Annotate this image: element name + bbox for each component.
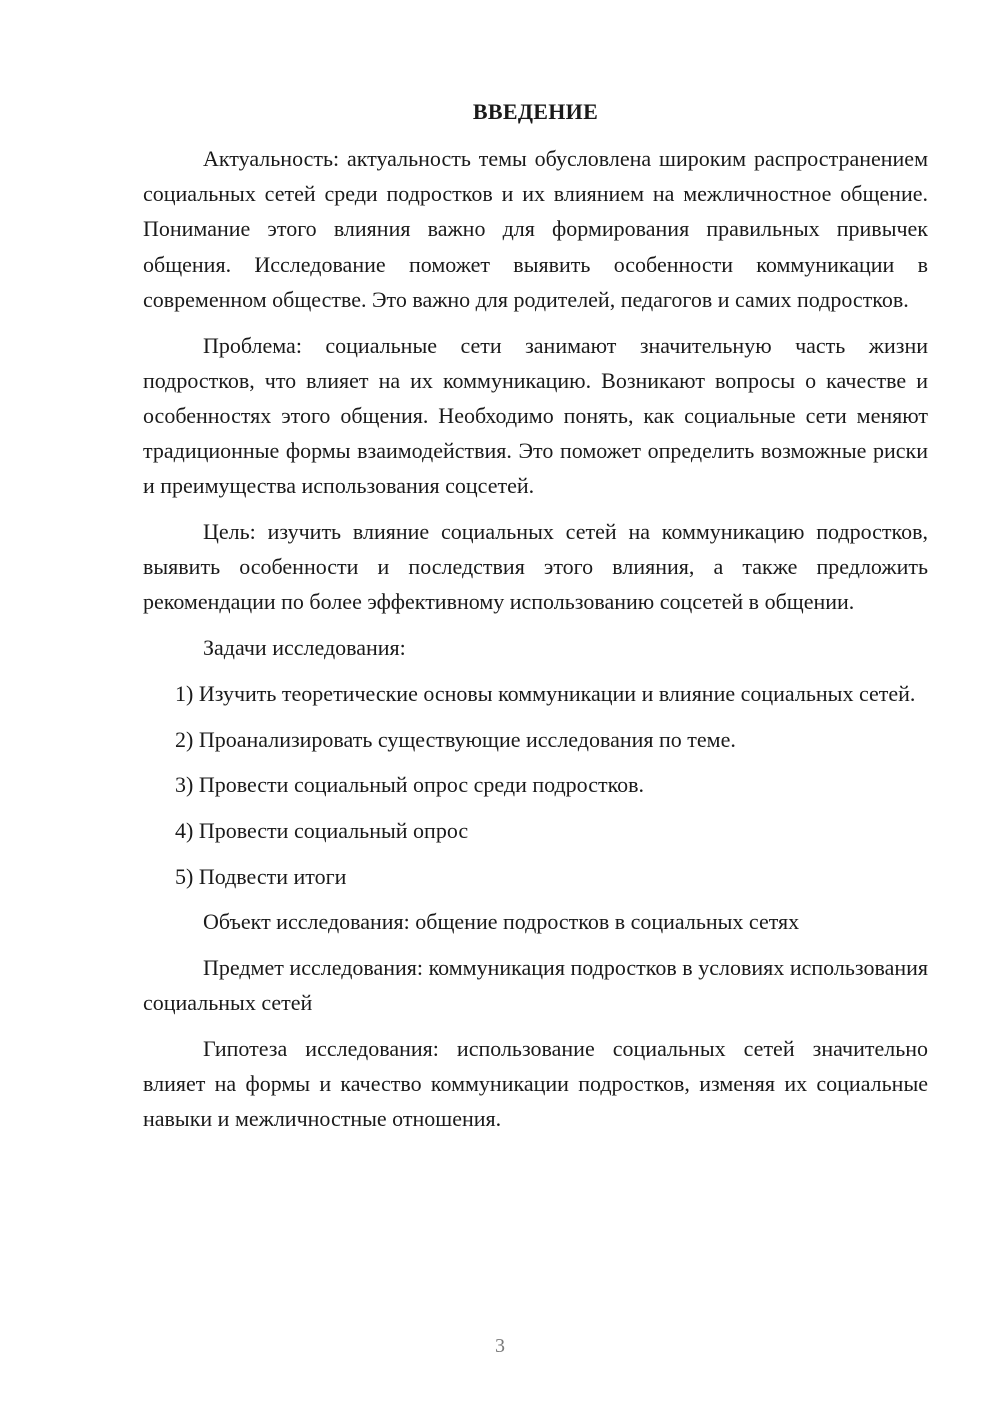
- section-heading: ВВЕДЕНИЕ: [472, 99, 599, 124]
- tasks-list: [143, 676, 928, 894]
- page-number: 3: [495, 1335, 505, 1357]
- tasks-title: Задачи исследования:: [203, 635, 406, 661]
- task-item: 2) Проанализировать существующие исследования по теме.: [175, 726, 736, 752]
- task-item: 1) Изучить теоретические основы коммуникации и влияние социальных сетей.: [175, 680, 916, 706]
- task-item: 4) Провести социальный опрос: [175, 817, 469, 843]
- relevance-paragraph: Актуальность: актуальность темы обусловлена широким распространением социальных сетей среди подростков и их влиянием на межличностное общение. Понимание этого влияния важно для формирования правильных привычек общения. Исследование поможет выявить особенности коммуникации в современном обществе. Это важно для родителей, педагогов и самих подростков.: [143, 146, 928, 312]
- task-item: 5) Подвести итоги: [175, 863, 347, 889]
- subject-paragraph: Предмет исследования: коммуникация подростков в условиях использования социальных сетей: [143, 955, 928, 1016]
- task-item: 3) Провести социальный опрос среди подростков.: [175, 772, 645, 798]
- hypothesis-paragraph: Гипотеза исследования: использование социальных сетей значительно влияет на формы и качество коммуникации подростков, изменяя их социальные навыки и межличностные отношения.: [143, 1035, 928, 1132]
- document-body: [143, 94, 928, 1137]
- problem-paragraph: Проблема: социальные сети занимают значительную часть жизни подростков, что влияет на их коммуникацию. Возникают вопросы о качестве и особенностях этого общения. Необходимо понять, как социальные сети меняют традиционные формы взаимодействия. Это поможет определить возможные риски и преимущества использования соцсетей.: [143, 332, 928, 499]
- goal-paragraph: Цель: изучить влияние социальных сетей на коммуникацию подростков, выявить особенности и последствия этого влияния, а также предложить рекомендации по более эффективному использованию соцсетей в общении.: [143, 519, 928, 615]
- object-paragraph: Объект исследования: общение подростков в социальных сетях: [203, 909, 800, 935]
